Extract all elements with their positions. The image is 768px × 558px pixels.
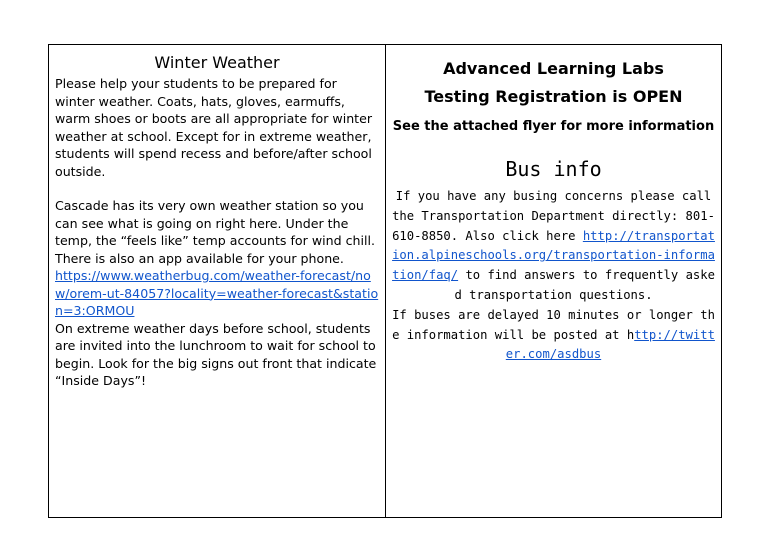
weatherbug-link[interactable]: https://www.weatherbug.com/weather-forecast/now/orem-ut-84057?locality=weather-forecast&station=3:ORMOU [55, 268, 379, 318]
winter-preparation-paragraph: Please help your students to be prepared for winter weather. Coats, hats, gloves, earmuffs, warm shoes or boots are all appropriate for winter weather at school. Except for in extreme weather, students will spend recess and before/after school outside. [55, 76, 373, 179]
advanced-learning-title-line1: Advanced Learning Labs [443, 59, 664, 78]
bus-info-title: Bus info [505, 157, 602, 181]
extreme-weather-paragraph: On extreme weather days before school, students are invited into the lunchroom to wait for school to begin. Look for the big signs out front that indicate “Inside Days”! [55, 320, 377, 388]
advanced-learning-title-line2: Testing Registration is OPEN [424, 87, 683, 106]
bus-info-paragraph [392, 187, 715, 365]
announcements-column [386, 45, 721, 517]
twitter-link[interactable]: ttp://twitter.com/asdbus [505, 327, 715, 362]
newsletter-frame [48, 44, 722, 518]
winter-weather-title: Winter Weather [154, 53, 280, 72]
advanced-learning-subtitle: See the attached flyer for more information [392, 119, 715, 134]
bus-delay-text: If buses are delayed 10 minutes or longer the information will be posted at h [392, 307, 715, 342]
weather-station-paragraph [55, 197, 379, 320]
transportation-faq-link[interactable]: http://transportation.alpineschools.org/transportation-information/faq/ [392, 228, 715, 283]
winter-weather-column [49, 45, 386, 517]
weather-station-text: Cascade has its very own weather station so you can see what is going on right here. Under the temp, the “feels like” temp accounts for wind chill. There is also an app available for your phone. [55, 198, 376, 266]
bus-faq-text: to find answers to frequently asked transportation questions. [454, 268, 715, 302]
bus-concerns-text: If you have any busing concerns please call the Transportation Department directly: 801-610-8850. Also click here [392, 189, 715, 243]
paragraph-spacer [55, 180, 379, 197]
